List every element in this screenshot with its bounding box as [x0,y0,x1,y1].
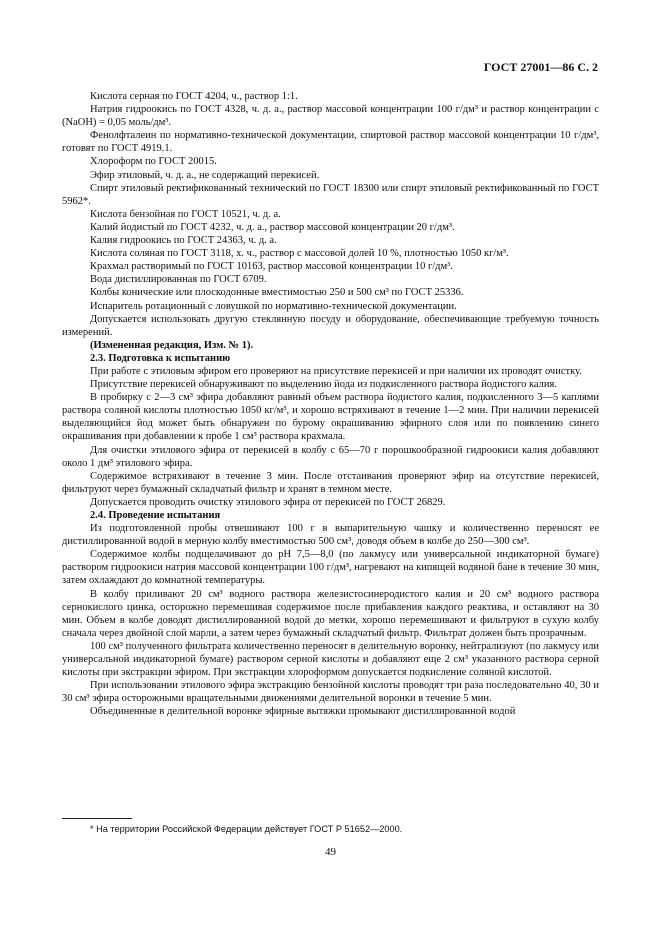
paragraph: Содержимое колбы подщелачивают до pH 7,5—8,0 (по лакмусу или универсальной индикаторной бумаге) раствором гидроокиси натрия массовой концентрации 100 г/дм³, нагревают на кипящей водяной бане в течение 30 мин, затем охлаждают до комнатной температуры. [62,549,599,587]
paragraph: (Измененная редакция, Изм. № 1). [90,339,254,351]
paragraph: Калий йодистый по ГОСТ 4232, ч. д. а., раствор массовой концентрации 20 г/дм³. [90,221,455,233]
paragraph: 2.3. Подготовка к испытанию [90,352,231,364]
paragraph: 2.4. Проведение испытания [90,510,221,521]
paragraph: 100 см³ полученного фильтрата количественно переносят в делительную воронку, нейтрализуют (по лакмусу или универсальной индикаторной бумаге) раствором серной кислоты и добавляют еще 2 см³ указанного раствора серной кислоты при экстракции эфиром. При экстракции хлороформом допускается подкисление соляной кислотой. [62,640,599,679]
paragraph: Спирт этиловый ректификованный технический по ГОСТ 18300 или спирт этиловый ректификованный по ГОСТ 5962*. [62,182,599,207]
paragraph: Эфир этиловый, ч. д. а., не содержащий перекисей. [90,169,320,181]
paragraph: Кислота соляная по ГОСТ 3118, х. ч., раствор с массовой долей 10 %, плотностью 1050 кг/м³. [90,248,509,260]
paragraph: Колбы конические или плоскодонные вместимостью 250 и 500 см³ по ГОСТ 25336. [90,287,464,299]
paragraph: Крахмал растворимый по ГОСТ 10163, раствор массовой концентрации 10 г/дм³. [90,261,453,273]
paragraph: При использовании этилового эфира экстракцию бензойной кислоты проводят три раза последовательно 40, 30 и 30 см³ эфира осторожными вращательными движениями делительной воронки в течение 5 мин. [62,680,599,705]
running-header: ГОСТ 27001—86 С. 2 [483,60,598,74]
footnote-rule [62,818,132,819]
paragraph: Вода дистиллированная по ГОСТ 6709. [90,274,267,286]
paragraph: Кислота бензойная по ГОСТ 10521, ч. д. а. [90,208,281,220]
body-text [62,90,599,719]
paragraph: В пробирку с 2—3 см³ эфира добавляют равный объем раствора йодистого калия, подкисленного 3—5 каплями раствора соляной кислоты плотностью 1050 кг/м³, и хорошо встряхивают в течение 1—2 мин. При наличии перекисей выделяющийся йод может быть обнаружен по бурому окрашиванию эфирного слоя или по появлению синего окрашивания при добавлении к пробе 1 см³ раствора крахмала. [62,392,599,443]
paragraph: Натрия гидроокись по ГОСТ 4328, ч. д. а., раствор массовой концентрации 100 г/дм³ и раствор концентрации c (NaOH) = 0,05 моль/дм³. [62,104,599,129]
paragraph: Присутствие перекисей обнаруживают по выделению йода из подкисленного раствора йодистого калия. [90,379,557,391]
paragraph: При работе с этиловым эфиром его проверяют на присутствие перекисей и при наличии их проводят очистку. [90,365,582,377]
paragraph: Для очистки этилового эфира от перекисей в колбу с 65—70 г порошкообразной гидроокиси калия добавляют около 1 дм³ этилового эфира. [62,444,599,469]
paragraph: В колбу приливают 20 см³ водного раствора железистосинеродистого калия и 20 см³ водного раствора сернокислого цинка, осторожно перемешивая содержимое после прибавления каждого реактива, и оставляют на 30 мин. Объем в колбе доводят дистиллированной водой до метки, хорошо перемешивают и фильтруют в сухую колбу сначала через двойной слой марли, а затем через бумажный складчатый фильтр. Фильтрат должен быть прозрачным. [62,588,599,639]
paragraph: Калия гидроокись по ГОСТ 24363, ч. д. а. [90,235,277,247]
footnote: * На территории Российской Федерации действует ГОСТ Р 51652—2000. [90,824,403,834]
paragraph: Допускается проводить очистку этилового эфира от перекисей по ГОСТ 26829. [90,496,446,508]
paragraph: Допускается использовать другую стеклянную посуду и оборудование, обеспечивающие требуемую точность измерений. [62,313,599,338]
paragraph: Хлороформ по ГОСТ 20015. [90,156,217,168]
paragraph: Объединенные в делительной воронке эфирные вытяжки промывают дистиллированной водой [90,706,516,718]
paragraph: Кислота серная по ГОСТ 4204, ч., раствор 1:1. [90,91,298,102]
page-number: 49 [325,846,336,858]
paragraph: Содержимое встряхивают в течение 3 мин. После отстаивания проверяют эфир на отсутствие перекисей, фильтруют через бумажный складчатый фильтр и хранят в темном месте. [62,470,599,495]
paragraph: Испаритель ротационный с ловушкой по нормативно-технической документации. [90,300,457,312]
paragraph: Фенолфталеин по нормативно-технической документации, спиртовой раствор массовой концентрации 10 г/дм³, готовят по ГОСТ 4919.1. [62,130,599,155]
paragraph: Из подготовленной пробы отвешивают 100 г в выпарительную чашку и количественно переносят ее дистиллированной водой в мерную колбу вместимостью 500 см³, доводя объем в колбе до 250—300 см³. [62,523,599,548]
